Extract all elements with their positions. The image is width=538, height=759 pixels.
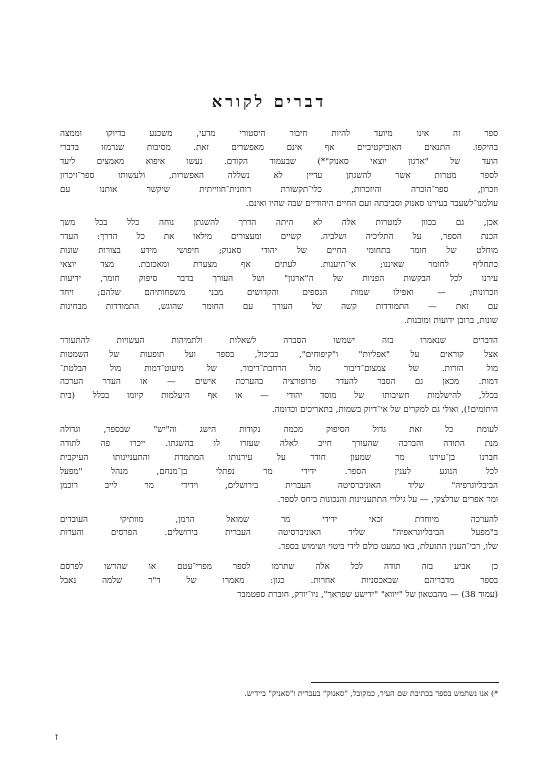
paragraph-line: בספר מדבריהם שבאכסניות אחרות. כגון: מאמרו של ד"ר שלמה נאבל xyxy=(60,576,498,587)
paragraph-line: עירנו לכל הבקשות הפניות של ה"ארגון" ושל העורך בדבר סיפוק חומר, ידיעות xyxy=(60,274,498,285)
document-body xyxy=(60,128,498,609)
footnote-divider xyxy=(311,682,499,683)
body-paragraph xyxy=(60,128,498,211)
paragraph-line: להערכה מיוחדת זכאי ידידי מר שמואל הרמן, מוותיקי העובדים xyxy=(60,514,498,525)
paragraph-line: עולמנו־לשעבר בעירנו סאנוק וסביבתה ועם החיים היהודיים שבה שהיו ואינם. xyxy=(245,198,498,209)
paragraph-line: מנת התודה והברכה שהעורך חייב לאלה שעזרו לו בהשגתו. ייכרו פה לתודה xyxy=(60,439,498,450)
paragraph-line: הכנת הספר, על התליכיה ושלביה. קשיים ומעצורים מילאו את כל הדרך: העדר xyxy=(60,232,498,243)
paragraph-line: ומר אפרים שדלצקי, — על גילויי התתעניינות והנכונות ביחס לספר. xyxy=(277,494,498,505)
paragraph-line: הדברים שנאמרו בזה ישמשו הסברה לשאלות ולתמיהות העשויות להתעורר xyxy=(60,335,498,346)
paragraph-line: ב"מפעל הביבליוגראפיה" שליד האוניברסיטה העברית בירושלים. הפרסים והערות xyxy=(60,528,498,539)
paragraph-line: מוחלט של חומר בתחומי החיים של יהודי סאנוק; חיפושי מידע בצורות שונות xyxy=(60,246,498,257)
paragraph-line: כתחליף לחומר שאיננו; אי־היענות. לעתים אף מצערת ומאכזבת. מצד יוצאי xyxy=(60,260,498,271)
body-paragraph xyxy=(60,514,498,556)
page-title: דברים לקורא xyxy=(211,92,327,111)
page-number: ז xyxy=(55,732,58,743)
paragraph-line: בכלל, להישלמות חשיבותו של מוסד יהודי — או אף היעלמות קיומו בכלל (בית xyxy=(60,391,498,402)
paragraph-line: לכל הנוגע לענין הספר. ידידי מר נפתלי בן־מנחם, מנהל "מפעל xyxy=(60,466,498,477)
paragraph-line: כן אביע בזה תודה לכל אלה שתרמו לספר מפרי־עטם או שהרשו לפרסם xyxy=(60,562,498,573)
paragraph-line: ספר זה אינו מיועד להיות חיבור היסטורי מדעי, משכנע בדיוקו וממצה xyxy=(60,129,498,139)
paragraph-line: הביבליוגרפיה" שליד האוניברסיטה העברית בירושלים, וידידי מר לייב רוכמן xyxy=(60,480,498,491)
paragraph-line: וזכרון, ספר־הוכרה והיזכרות, כלי־תקשורת רוחנית־חווייתית שיקשר אותנו עם xyxy=(60,184,498,195)
paragraph-line: אכן, גם בכוון למטרות אלה לא היתה הדרך להשגתן נוחה כלל בכל משך xyxy=(60,218,498,229)
body-paragraph xyxy=(60,217,498,328)
paragraph-line: הועד של "ארגון יוצאי סאנוק"*) שבעמוד הקודם. נעשו איפוא מאמצים ליעד xyxy=(60,156,498,167)
paragraph-line: וזכרונות; — ואפילו שמות הנספים והקדושים מבני משפחותיהם שלהם; ויחד xyxy=(60,287,498,298)
paragraph-line: אצל קוראים על "אפליות" ו"קיפוחים", כביכול, בספר ועל תופעות של השמטות xyxy=(60,349,498,360)
paragraph-line: שונות, ברובן ידועות ומובנות. xyxy=(404,315,498,326)
footnote: *) אנו נשתמש בספר בכתיבת שם העיר, כמקובל, "סאנוק" בעברית ו"סאניק" ביידיש. xyxy=(244,689,498,698)
body-paragraph xyxy=(60,335,498,418)
paragraph-line: עם זאת — התמודדות קשה של העורך עם החומר שהוגש, התמודדות מבחינות xyxy=(60,301,498,312)
paragraph-line: דמות. מכאן גם הסבר להעדר פרופורציה בהערכת אישים — או העדר הערכה xyxy=(60,377,498,388)
body-paragraph xyxy=(60,424,498,507)
paragraph-line: שלו, רבי־הענין התועלת, באו כמעט כולם לידי ביטוי ושימוש בספר. xyxy=(278,542,498,553)
paragraph-line: חברנו בן־עירנו מר שמעון חודר על עירנותו המתמדת והתעניינותו העיקבית xyxy=(60,452,498,463)
paragraph-line: לעומת כל זאת גדול הסיפוק מכמה נקודות הישג וה"יש" שבספר, וגדולה xyxy=(60,425,498,436)
paragraph-line: לספר מטרות אשר להשגתן עדיין לא נשללה האפשרות, ולעשותו ספר־זיכרון xyxy=(60,170,498,181)
paragraph-line: (עמוד 38) — מהבטאון של "ייווא" "ידישע שפראך", ניו־יורק, חוברת ספטמבר xyxy=(237,590,498,601)
body-paragraph xyxy=(60,561,498,603)
paragraph-line: בהיקפו. התנאים האוביקטיביים אף אינם מאפשרים זאת. מסיבות שנרמזו בדברי xyxy=(60,142,498,153)
paragraph-line: מול הזרות. של צמצום־דיבור מול הרחבת־דיבור. של מיעוט־דמות מול הבלטת־ xyxy=(60,363,498,374)
paragraph-line: היתומים!), ואולי גם למקרים של אי־דיוק בשמות, בתאריכים וכדומה. xyxy=(271,405,498,416)
